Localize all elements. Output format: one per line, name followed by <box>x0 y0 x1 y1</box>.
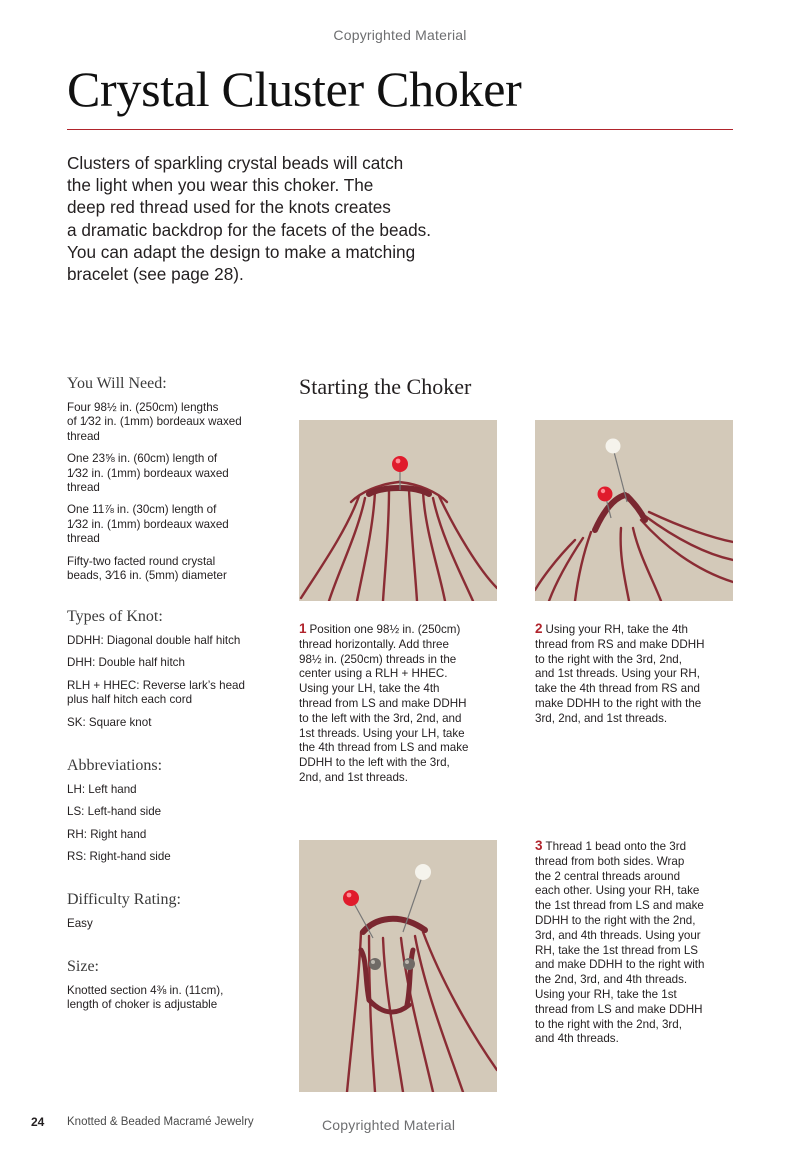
step-line: RH, take the 1st thread from LS <box>535 943 699 957</box>
copyright-header: Copyrighted Material <box>333 27 467 43</box>
step-line: 3rd, 2nd, and 1st threads. <box>535 711 668 725</box>
materials-line: 1⁄32 in. (1mm) bordeaux waxed <box>67 517 229 531</box>
materials-item <box>67 555 272 584</box>
abbreviation-line: LS: Left-hand side <box>67 805 162 819</box>
step-2-photo <box>535 420 733 601</box>
copyright-footer: Copyrighted Material <box>322 1117 456 1133</box>
difficulty-list <box>67 917 272 939</box>
materials-line: One 11⅞ in. (30cm) length of <box>67 503 217 517</box>
step-line: DDHH to the left with the 3rd, <box>299 756 450 770</box>
materials-line: thread <box>67 429 100 443</box>
materials-item <box>67 503 272 546</box>
step-line: to the right with the 2nd, 3rd, <box>535 1017 682 1031</box>
abbreviation-line: LH: Left hand <box>67 783 137 796</box>
knot-type-line: SK: Square knot <box>67 715 152 729</box>
step-1-text <box>299 622 509 786</box>
you-will-need-heading: You Will Need: <box>67 375 167 392</box>
step-line: thread from RS and make DDHH <box>535 637 705 651</box>
materials-line: Fifty-two facted round crystal <box>67 554 216 568</box>
title-divider <box>67 129 733 130</box>
types-of-knot-heading: Types of Knot: <box>67 608 163 625</box>
step-line: the 1st thread from LS and make <box>535 899 704 913</box>
abbreviation-item <box>67 783 272 797</box>
abbreviation-line: RS: Right-hand side <box>67 850 171 864</box>
materials-list <box>67 401 272 591</box>
abbreviations-list <box>67 783 272 873</box>
materials-line: thread <box>67 532 100 546</box>
step-line: center using a RLH + HHEC. <box>299 667 448 681</box>
intro-line: a dramatic backdrop for the facets of the beads. <box>67 219 432 240</box>
step-3-text <box>535 839 745 1047</box>
abbreviations-heading: Abbreviations: <box>67 757 163 774</box>
step-line: the 2 central threads around <box>535 869 681 883</box>
intro-line: the light when you wear this choker. The <box>67 175 374 196</box>
intro-line: deep red thread used for the knots creates <box>67 197 391 218</box>
step-line: 98½ in. (250cm) threads in the <box>299 652 457 666</box>
size-line: Knotted section 4⅜ in. (11cm), <box>67 984 224 997</box>
page-title: Crystal Cluster Choker <box>67 61 522 117</box>
knot-type-line: plus half hitch each cord <box>67 693 193 707</box>
step-line: DDHH to the right with the 2nd, <box>535 913 696 927</box>
step-line: thread from LS and make DDHH <box>299 696 467 710</box>
materials-line: Four 98½ in. (250cm) lengths <box>67 401 219 414</box>
materials-item <box>67 401 272 444</box>
size-value <box>67 984 272 1013</box>
book-title: Knotted & Beaded Macramé Jewelry <box>67 1116 254 1128</box>
step-line: Using your RH, take the 1st <box>535 987 677 1001</box>
step-line: thread horizontally. Add three <box>299 637 449 651</box>
step-line: the 2nd, 3rd, and 4th threads. <box>535 973 688 987</box>
difficulty-heading: Difficulty Rating: <box>67 891 181 908</box>
difficulty-line: Easy <box>67 917 93 930</box>
step-line: each other. Using your RH, take <box>535 884 700 898</box>
intro-line: bracelet (see page 28). <box>67 264 244 285</box>
materials-line: One 23⅝ in. (60cm) length of <box>67 452 218 466</box>
knot-type-item <box>67 679 272 708</box>
step-line: to the left with the 3rd, 2nd, and <box>299 711 462 725</box>
size-list <box>67 984 272 1021</box>
step-line: thread from LS and make DDHH <box>535 1002 703 1016</box>
abbreviation-line: RH: Right hand <box>67 827 147 841</box>
knot-type-line: RLH + HHEC: Reverse lark’s head <box>67 678 245 692</box>
step-line: make DDHH to the right with the <box>535 696 702 710</box>
size-heading: Size: <box>67 958 99 975</box>
step-line: the 4th thread from LS and make <box>299 741 469 755</box>
step-line: take the 4th thread from RS and <box>535 682 700 696</box>
knot-type-line: DDHH: Diagonal double half hitch <box>67 634 241 647</box>
materials-line: 1⁄32 in. (1mm) bordeaux waxed <box>67 466 229 480</box>
knot-type-item <box>67 656 272 670</box>
step-line: Using your RH, take the 4th <box>545 623 688 636</box>
step-line: Position one 98½ in. (250cm) <box>309 623 461 636</box>
step-line: and make DDHH to the right with <box>535 958 705 972</box>
step-2-text <box>535 622 745 727</box>
step-number: 3 <box>535 838 543 853</box>
knot-type-item <box>67 634 272 648</box>
step-line: 1st threads. Using your LH, take <box>299 726 465 740</box>
step-line: and 1st threads. Using your RH, <box>535 667 700 681</box>
section-title: Starting the Choker <box>299 374 472 399</box>
knot-type-item <box>67 716 272 730</box>
knot-type-line: DHH: Double half hitch <box>67 656 185 670</box>
materials-line: beads, 3⁄16 in. (5mm) diameter <box>67 569 227 583</box>
step-3-photo <box>299 840 497 1092</box>
knot-types-list <box>67 634 272 738</box>
step-line: thread from both sides. Wrap <box>535 854 685 868</box>
materials-item <box>67 452 272 495</box>
step-line: Thread 1 bead onto the 3rd <box>545 840 687 853</box>
step-line: 2nd, and 1st threads. <box>299 770 408 784</box>
page-number: 24 <box>31 1115 45 1129</box>
size-line: length of choker is adjustable <box>67 998 218 1012</box>
step-number: 2 <box>535 621 543 636</box>
materials-line: of 1⁄32 in. (1mm) bordeaux waxed <box>67 415 242 429</box>
intro-line: You can adapt the design to make a matching <box>67 241 416 262</box>
step-number: 1 <box>299 621 307 636</box>
abbreviation-item <box>67 828 272 842</box>
step-line: Using your LH, take the 4th <box>299 682 440 696</box>
step-line: to the right with the 3rd, 2nd, <box>535 652 682 666</box>
abbreviation-item <box>67 850 272 864</box>
intro-line: Clusters of sparkling crystal beads will catch <box>67 153 404 173</box>
abbreviation-item <box>67 805 272 819</box>
step-line: and 4th threads. <box>535 1032 619 1046</box>
step-line: 3rd, and 4th threads. Using your <box>535 928 701 942</box>
intro-paragraph <box>67 152 507 285</box>
step-1-photo <box>299 420 497 601</box>
materials-line: thread <box>67 481 100 495</box>
difficulty-value <box>67 917 272 931</box>
